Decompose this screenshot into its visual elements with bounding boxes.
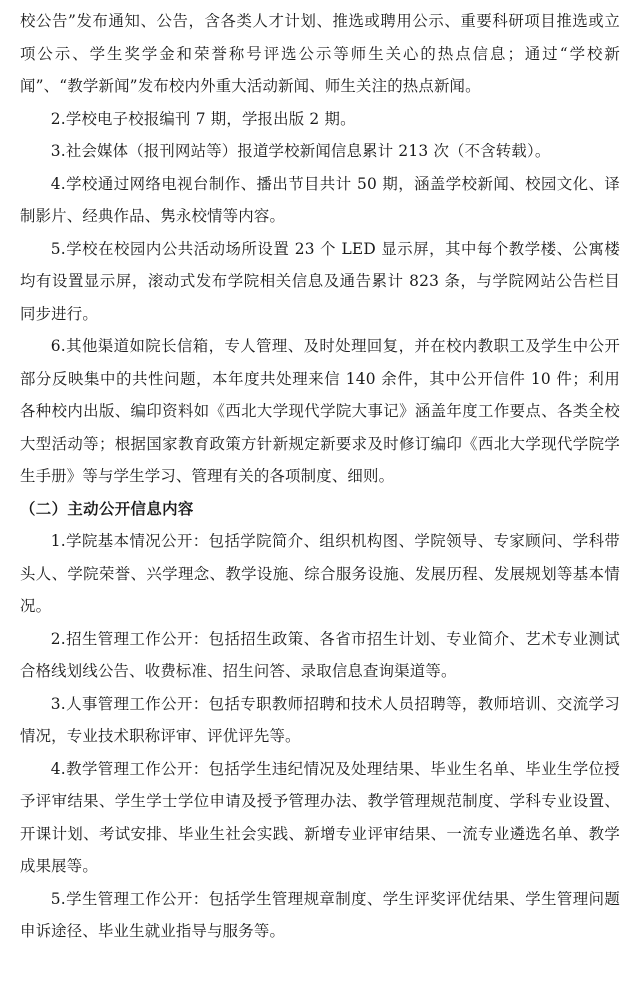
paragraph-continued-announcements: 校公告”发布通知、公告，含各类人才计划、推选或聘用公示、重要科研项目推选或立项公示、学生奖学金和荣誉称号评选公示等师生关心的热点信息；通过“学校新闻”、“教学新闻”发布校内外重大活动新闻、师生关注的热点新闻。	[20, 12, 620, 95]
paragraph-network-tv: 4.学校通过网络电视台制作、播出节目共计 50 期，涵盖学校新闻、校园文化、译制影片、经典作品、隽永校情等内容。	[20, 174, 620, 225]
paragraph-social-media: 3.社会媒体（报刊网站等）报道学校新闻信息累计 213 次（不含转载）。	[50, 142, 551, 160]
paragraph-basic-info: 1.学院基本情况公开：包括学院简介、组织机构图、学院领导、专家顾问、学科带头人、学院荣誉、兴学理念、教学设施、综合服务设施、发展历程、发展规划等基本情况。	[20, 532, 620, 615]
section-heading: （二）主动公开信息内容	[20, 499, 194, 518]
paragraph-other-channels: 6.其他渠道如院长信箱，专人管理、及时处理回复，并在校内教职工及学生中公开部分反映集中的共性问题，本年度共处理来信 140 余件，其中公开信件 10 件；利用各种校内出版、编印资料如《西北大学现代学院大事记》涵盖年度工作要点、各类全校大型活动等；根据国家教育政策方针新规定新要求及时修订编印《西北大学现代学院学生手册》等与学生学习、管理有关的各项制度、细则。	[20, 337, 620, 485]
paragraph-personnel: 3.人事管理工作公开：包括专职教师招聘和技术人员招聘等，教师培训、交流学习情况，专业技术职称评审、评优评先等。	[20, 694, 620, 745]
paragraph-led-screens: 5.学校在校园内公共活动场所设置 23 个 LED 显示屏，其中每个教学楼、公寓楼均有设置显示屏，滚动式发布学院相关信息及通告累计 823 条，与学院网站公告栏目同步进行。	[20, 239, 620, 323]
paragraph-electronic-newspaper: 2.学校电子校报编刊 7 期，学报出版 2 期。	[50, 109, 356, 128]
paragraph-teaching: 4.教学管理工作公开：包括学生违纪情况及处理结果、毕业生名单、毕业生学位授予评审结果、学生学士学位申请及授予管理办法、教学管理规范制度、学科专业设置、开课计划、考试安排、毕业生社会实践、新增专业评审结果、一流专业遴选名单、教学成果展等。	[20, 759, 620, 875]
paragraph-student-affairs: 5.学生管理工作公开：包括学生管理规章制度、学生评奖评优结果、学生管理问题申诉途径、毕业生就业指导与服务等。	[20, 889, 620, 940]
paragraph-admissions: 2.招生管理工作公开：包括招生政策、各省市招生计划、专业简介、艺术专业测试合格线划线公告、收费标准、招生问答、录取信息查询渠道等。	[20, 629, 620, 680]
